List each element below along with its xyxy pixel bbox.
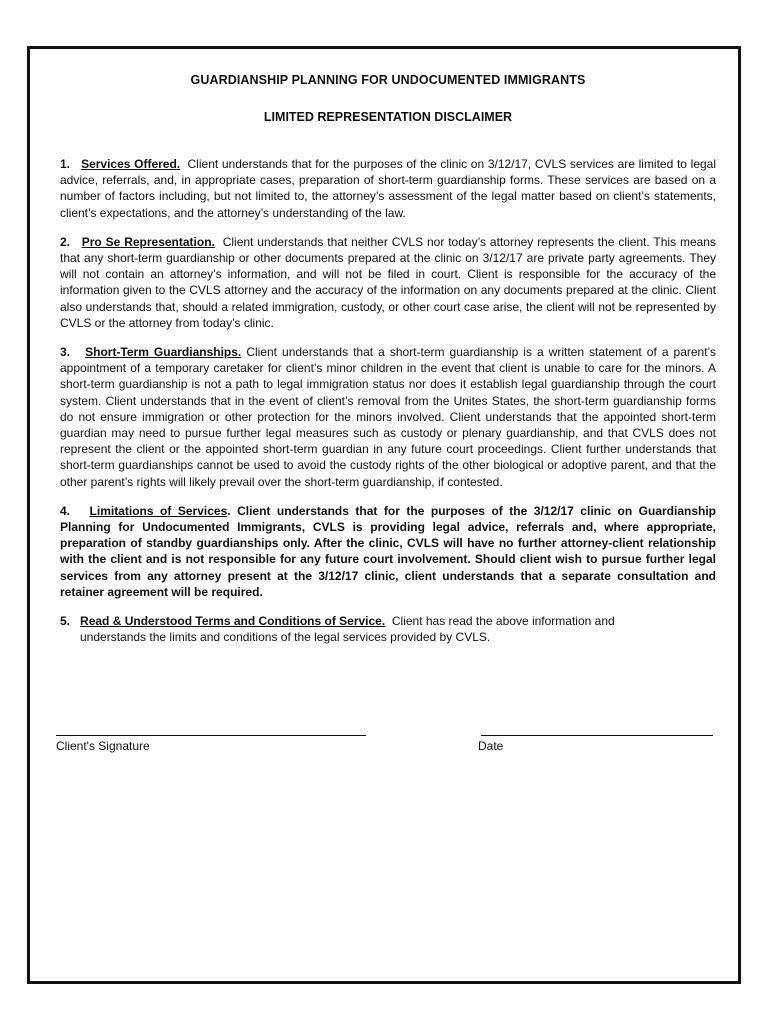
section-body-continued: understands the limits and conditions of the legal services provided by CVLS. xyxy=(80,630,491,645)
section-heading: Services Offered. xyxy=(81,157,181,171)
signature-line[interactable] xyxy=(56,735,366,736)
section-short-term-guardianships xyxy=(60,344,716,490)
section-number: 5. xyxy=(60,614,71,629)
section-number: 3. xyxy=(60,345,71,360)
section-read-understood xyxy=(60,613,716,645)
section-body: Client understands that neither CVLS nor today’s attorney represents the client. This means that any short-term guardianship or other documents prepared at the clinic on 3/12/17 are private party agreements. They will not contain an attorney’s information, and will not be filed in court. Client is responsible for the accuracy of the information given to the CVLS attorney and the accuracy of the information on any documents prepared at the clinic. Client also understands that, should a related immigration, custody, or other court case arise, the client will not be represented by CVLS or the attorney from today’s clinic. xyxy=(60,234,716,330)
section-heading: Pro Se Representation. xyxy=(81,234,215,249)
document-content xyxy=(60,73,716,645)
section-body: Client has read the above information and xyxy=(391,614,615,629)
section-number: 4. xyxy=(60,503,71,518)
section-heading: Read & Understood Terms and Conditions of Service. xyxy=(80,614,386,629)
date-label: Date xyxy=(478,739,504,753)
signature-row xyxy=(56,735,716,765)
section-body: Client understands that a short-term guardianship is a written statement of a parent’s appointment of a temporary caretaker for client’s minor children in the event that client is unable to care for the minors. A short-term guardianship is not a path to legal immigration status nor does it establish legal guardianship through the court system. Client understands that in the event of client’s removal from the Unites States, the short-term guardianship forms do not ensure immigration or other protection for the minors involved. Client understands that the appointed short-term guardian may need to pursue further legal measures such as custody or plenary guardianship, and that CVLS does not represent the client or the appointed short-term guardian in any future court proceedings. Client further understands that short-term guardianships cannot be used to avoid the custody rights of the other biological or adoptive parent, and that the other parent’s rights will likely prevail over the short-term guardianship, if contested. xyxy=(60,345,716,489)
section-pro-se-representation xyxy=(60,234,716,331)
date-line[interactable] xyxy=(481,735,713,736)
section-number: 2. xyxy=(60,234,71,249)
document-frame xyxy=(27,46,741,984)
section-body: . Client understands that for the purposes of the 3/12/17 clinic on Guardianship Planning for Undocumented Immigrants, CVLS is providing legal advice, referrals and, where appropriate, preparation of standby guardianships only. After the clinic, CVLS will have no further attorney-client relationship with the client and is not responsible for any future court involvement. Should client wish to pursue further legal services from any attorney present at the 3/12/17 clinic, client understands that a separate consultation and retainer agreement will be required. xyxy=(60,503,716,599)
document-subtitle: LIMITED REPRESENTATION DISCLAIMER xyxy=(263,110,513,124)
section-limitations-of-services xyxy=(60,503,716,600)
section-number: 1. xyxy=(60,157,71,171)
signature-label: Client's Signature xyxy=(56,739,150,753)
section-heading: Short-Term Guardianships. xyxy=(85,345,242,360)
document-title: GUARDIANSHIP PLANNING FOR UNDOCUMENTED IMMIGRANTS xyxy=(190,73,586,87)
section-body: Client understands that for the purposes of the clinic on 3/12/17, CVLS services are limited to legal advice, referrals, and, in appropriate cases, preparation of short-term guardianship forms. These services are based on a number of factors including, but not limited to, the attorney’s assessment of the legal matter based on client’s statements, client’s expectations, and the attorney’s understanding of the law. xyxy=(60,157,717,220)
section-heading: Limitations of Services xyxy=(89,503,228,518)
section-services-offered xyxy=(60,156,716,221)
